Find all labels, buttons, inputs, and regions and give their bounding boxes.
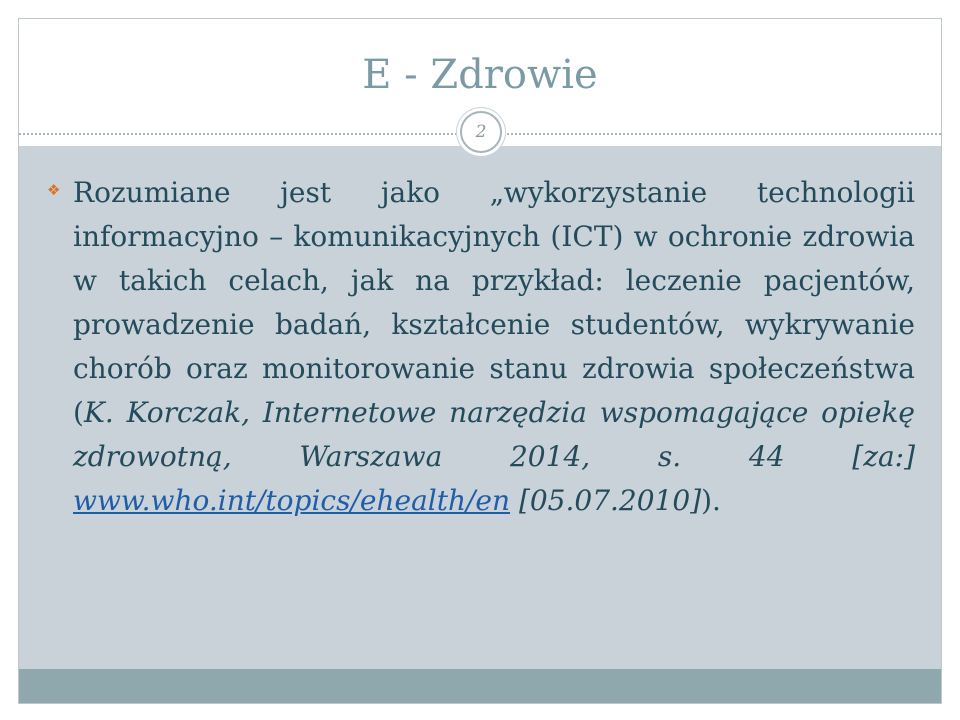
citation-text: K. Korczak, Internetowe narzędzia wspomagające opiekę zdrowotną, Warszawa 2014, s. 44 [za:]: [73, 396, 915, 473]
body-text: Rozumiane jest jako „wykorzystanie technologii informacyjno – komunikacyjnych (ICT) w ochronie zdrowia w takich celach, jak na przykład: leczenie pacjentów, prowadzenie badań, kształcenie studentów, wykrywanie chorób oraz monitorowanie stanu zdrowia społeczeństwa (: [73, 176, 915, 429]
access-date: [05.07.2010]: [510, 484, 702, 517]
who-ehealth-link[interactable]: www.who.int/topics/ehealth/en: [73, 484, 511, 517]
closing-punctuation: ).: [701, 484, 721, 517]
slide: [18, 18, 942, 704]
slide-title: E - Zdrowie: [362, 52, 598, 98]
slide-number-badge: 2: [460, 111, 502, 153]
bottom-band: [19, 669, 941, 703]
orange-bullet-icon: ❖: [47, 181, 61, 199]
body-paragraph: [73, 171, 915, 523]
